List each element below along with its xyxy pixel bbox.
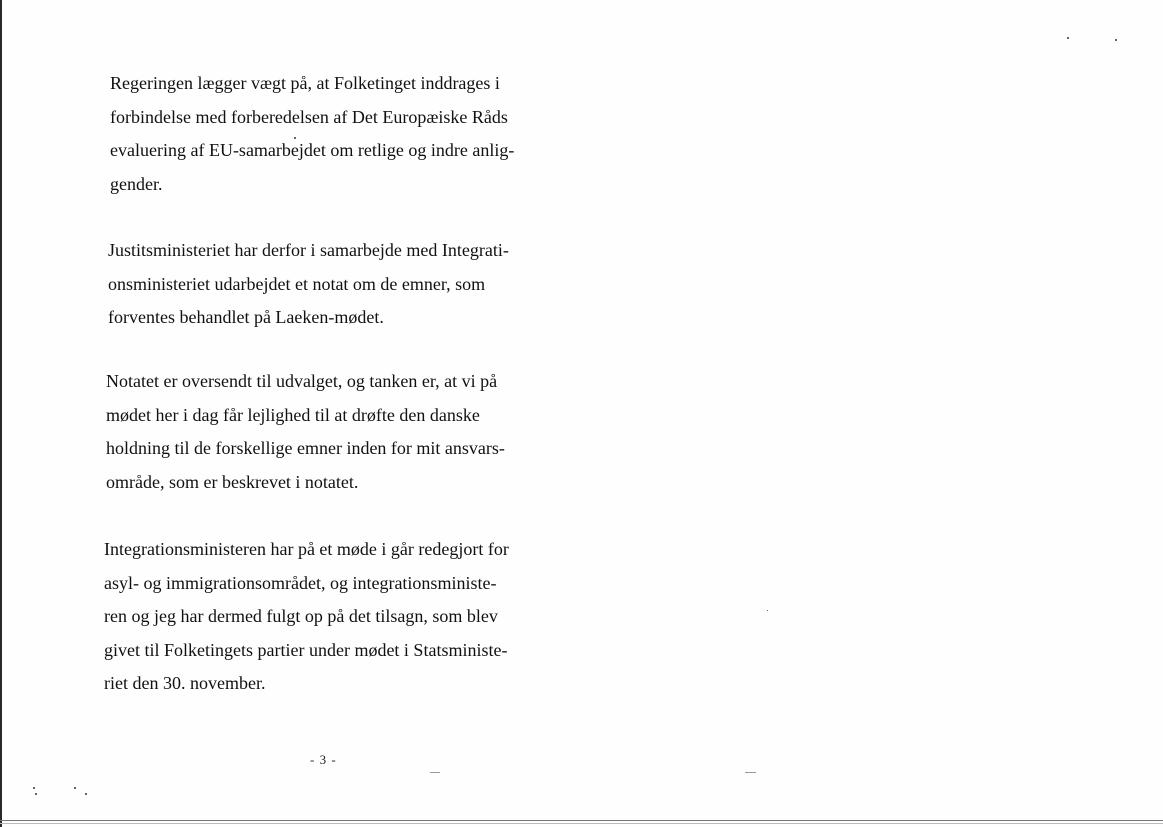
scan-bottom-edge-shadow bbox=[0, 823, 1163, 824]
paragraph-line: forbindelse med forberedelsen af Det Europæiske Råds bbox=[110, 106, 508, 127]
paragraph-line: mødet her i dag får lejlighed til at drøfte den danske bbox=[106, 404, 480, 425]
paragraph-1 bbox=[110, 67, 514, 201]
paragraph-line: riet den 30. november. bbox=[104, 673, 266, 693]
paragraph-line: Notatet er oversendt til udvalget, og tanken er, at vi på bbox=[106, 371, 498, 391]
scan-speck bbox=[767, 610, 768, 611]
paragraph-line: område, som er beskrevet i notatet. bbox=[106, 471, 359, 492]
paragraph-line: givet til Folketingets partier under mødet i Statsministe- bbox=[104, 639, 508, 660]
paragraph-line: holdning til de forskellige emner inden for mit ansvars- bbox=[106, 438, 505, 458]
paragraph-line: gender. bbox=[110, 173, 163, 194]
paragraph-2 bbox=[108, 234, 509, 335]
scan-speck bbox=[33, 787, 35, 789]
paragraph-line: asyl- og immigrationsområdet, og integrationsministe- bbox=[104, 572, 497, 593]
scan-speck bbox=[1115, 39, 1117, 41]
scan-bottom-edge bbox=[0, 820, 1163, 821]
scan-speck bbox=[85, 793, 87, 795]
page-number: - 3 - bbox=[310, 752, 337, 767]
paragraph-3 bbox=[106, 365, 505, 499]
paragraph-line: Regeringen lægger vægt på, at Folketinget inddrages i bbox=[110, 73, 500, 93]
scan-speck bbox=[1067, 37, 1069, 39]
paragraph-line: Integrationsministeren har på et møde i går redegjort for bbox=[104, 539, 509, 559]
paragraph-line: ren og jeg har dermed fulgt op på det tilsagn, som blev bbox=[104, 606, 498, 626]
scan-speck bbox=[74, 787, 76, 789]
scan-dash bbox=[745, 772, 756, 773]
paragraph-line: forventes behandlet på Laeken-mødet. bbox=[108, 307, 384, 327]
scan-speck bbox=[294, 137, 296, 139]
paragraph-line: Justitsministeriet har derfor i samarbejde med Integrati- bbox=[108, 240, 509, 260]
scan-left-edge bbox=[0, 0, 2, 827]
paragraph-line: onsministeriet udarbejdet et notat om de emner, som bbox=[108, 273, 486, 294]
paragraph-4 bbox=[104, 533, 509, 701]
paragraph-line: evaluering af EU-samarbejdet om retlige og indre anlig- bbox=[110, 140, 515, 160]
scan-dash bbox=[430, 772, 440, 773]
scan-speck bbox=[35, 793, 37, 795]
